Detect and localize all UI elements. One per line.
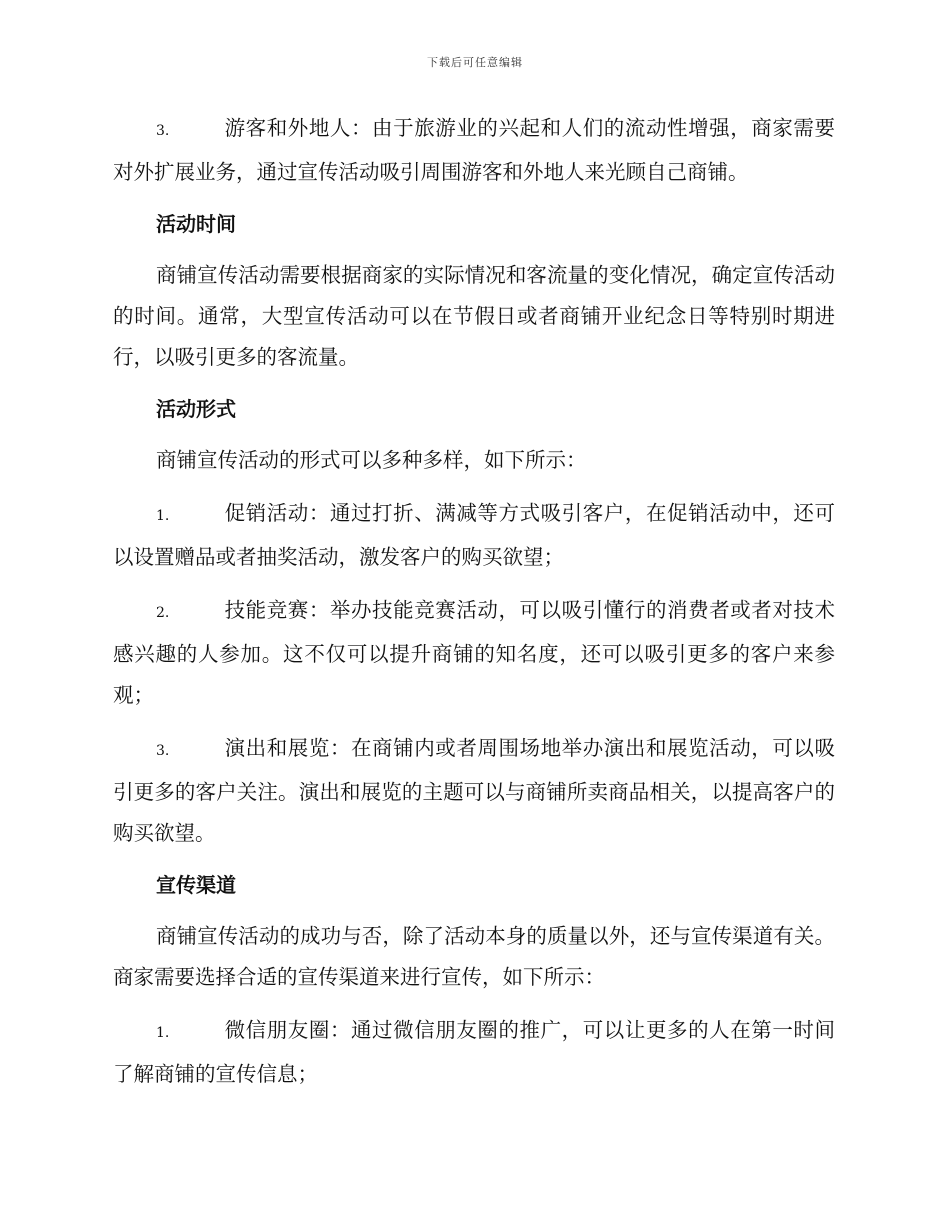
paragraph: 商铺宣传活动的形式可以多种多样，如下所示： — [156, 448, 587, 472]
section-heading-activity-form: 活动形式 — [156, 397, 236, 421]
list-item-text: 游客和外地人：由于旅游业的兴起和人们的流动性增强，商家需要对外扩展业务，通过宣传活动吸引周围游客和外地人来光顾自己商铺。 — [113, 116, 835, 184]
list-item — [113, 108, 835, 193]
list-item-text: 促销活动：通过打折、满减等方式吸引客户，在促销活动中，还可以设置赠品或者抽奖活动，激发客户的购买欲望； — [113, 501, 835, 569]
list-item-text: 微信朋友圈：通过微信朋友圈的推广，可以让更多的人在第一时间了解商铺的宣传信息； — [113, 1018, 835, 1086]
list-item — [113, 493, 835, 578]
list-number: 1. — [156, 1025, 170, 1041]
section-heading-activity-time: 活动时间 — [156, 212, 236, 236]
paragraph: 商铺宣传活动的成功与否，除了活动本身的质量以外，还与宣传渠道有关。商家需要选择合适的宣传渠道来进行宣传，如下所示： — [113, 924, 835, 989]
list-number: 1. — [156, 508, 170, 524]
document-body — [113, 108, 835, 1107]
list-number: 2. — [156, 605, 170, 621]
list-number: 3. — [156, 123, 170, 139]
paragraph: 商铺宣传活动需要根据商家的实际情况和客流量的变化情况，确定宣传活动的时间。通常，大型宣传活动可以在节假日或者商铺开业纪念日等特别时期进行，以吸引更多的客流量。 — [113, 263, 835, 369]
list-item — [113, 590, 835, 716]
list-number: 3. — [156, 743, 170, 759]
section-heading-channels: 宣传渠道 — [156, 873, 236, 897]
list-item-text: 演出和展览：在商铺内或者周围场地举办演出和展览活动，可以吸引更多的客户关注。演出和展览的主题可以与商铺所卖商品相关，以提高客户的购买欲望。 — [113, 736, 835, 845]
list-item-text: 技能竞赛：举办技能竞赛活动，可以吸引懂行的消费者或者对技术感兴趣的人参加。这不仅可以提升商铺的知名度，还可以吸引更多的客户来参观； — [113, 598, 835, 707]
list-item — [113, 1010, 835, 1095]
list-item — [113, 728, 835, 854]
page-header: 下载后可任意编辑 — [427, 56, 523, 69]
